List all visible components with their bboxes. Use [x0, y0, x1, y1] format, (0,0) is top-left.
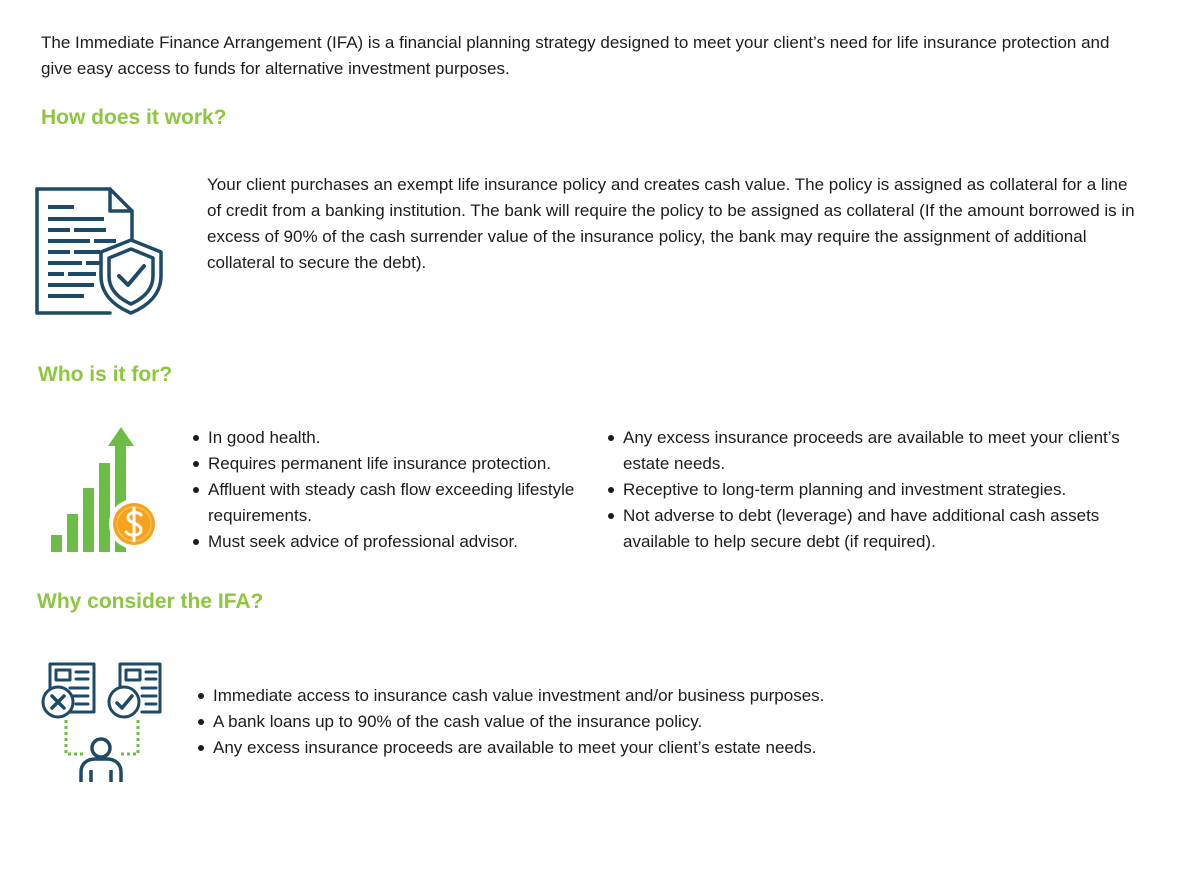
who-heading: Who is it for?	[38, 363, 173, 386]
list-item: Not adverse to debt (leverage) and have additional cash assets available to help secure debt (if required).	[623, 503, 1123, 555]
list-item: A bank loans up to 90% of the cash value of the insurance policy.	[213, 709, 973, 735]
list-item: Affluent with steady cash flow exceeding lifestyle requirements.	[208, 477, 598, 529]
why-heading: Why consider the IFA?	[37, 590, 264, 613]
who-list-right	[623, 425, 1123, 555]
who-list-left	[208, 425, 598, 555]
list-item: Any excess insurance proceeds are available to meet your client’s estate needs.	[213, 735, 973, 761]
list-item: In good health.	[208, 425, 598, 451]
list-item: Must seek advice of professional advisor.	[208, 529, 598, 555]
list-item: Requires permanent life insurance protection.	[208, 451, 598, 477]
intro-paragraph: The Immediate Finance Arrangement (IFA) is a financial planning strategy designed to meet your client’s need for life insurance protection and give easy access to funds for alternative investment purposes.	[41, 33, 1110, 78]
list-item: Immediate access to insurance cash value investment and/or business purposes.	[213, 683, 973, 709]
document-shield-icon	[34, 186, 164, 316]
list-item: Any excess insurance proceeds are available to meet your client’s estate needs.	[623, 425, 1123, 477]
person-choice-icon	[38, 660, 164, 786]
why-list	[213, 683, 973, 761]
growth-chart-dollar-icon	[46, 424, 162, 556]
list-item: Receptive to long-term planning and investment strategies.	[623, 477, 1123, 503]
how-description: Your client purchases an exempt life insurance policy and creates cash value. The policy is assigned as collateral for a line of credit from a banking institution. The bank will require the policy to be assigned as collateral (If the amount borrowed is in excess of 90% of the cash surrender value of the insurance policy, the bank may require the assignment of additional collateral to secure the debt).	[207, 175, 1135, 272]
how-heading: How does it work?	[41, 106, 227, 129]
